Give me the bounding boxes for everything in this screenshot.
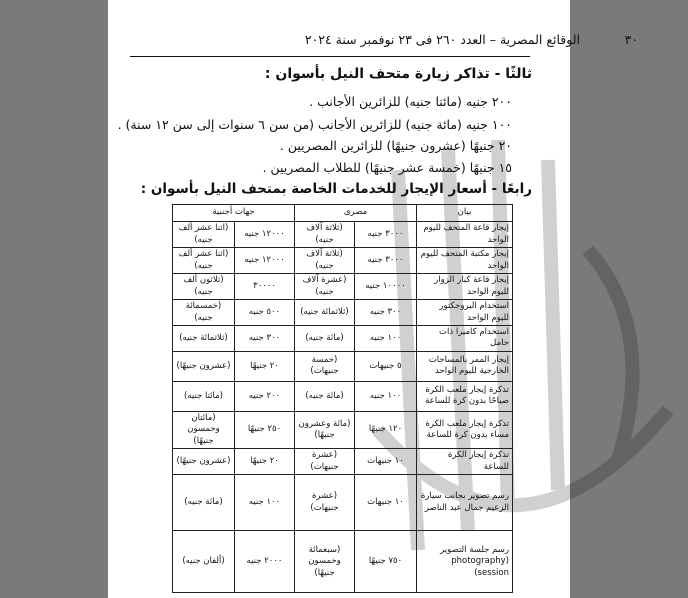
- table-row: [173, 411, 513, 448]
- foreign-price-words: (ثلاثون ألف جنيه): [173, 274, 235, 300]
- ticket-item: ١٠٠ جنيه (مائة جنيه) للزائرين الأجانب (من سن ٦ سنوات إلى سن ١٢ سنة) .: [117, 117, 512, 132]
- foreign-price: ٢٠ جنيهًا: [235, 449, 295, 475]
- row-description: تذكرة إيجار ملعب الكرة صباحًا بدون كرة للساعة: [417, 381, 513, 411]
- section4-heading: رابعًا - أسعار الإيجار للخدمات الخاصة بمتحف النيل بأسوان :: [140, 181, 532, 197]
- foreign-price: ٢٠٠٠ جنيه: [235, 531, 295, 593]
- row-description: رسم تصوير بجانب سيارة الزعيم جمال عبد الناصر: [417, 475, 513, 531]
- foreign-price-words: (عشرون جنيهًا): [173, 351, 235, 381]
- egyptian-price-words: (ثلاثة آلاف جنيه): [295, 222, 355, 248]
- foreign-price-words: (خمسمائة جنيه): [173, 300, 235, 326]
- table-row: [173, 381, 513, 411]
- page-header: [238, 32, 638, 54]
- egyptian-price: ١٢٠ جنيهًا: [355, 411, 417, 448]
- column-header-description: بيان: [417, 205, 513, 222]
- table-row: [173, 326, 513, 352]
- foreign-price: ٣٠٠ جنيه: [235, 326, 295, 352]
- row-description: استخدام كاميرا ذات حامل: [417, 326, 513, 352]
- row-description: استخدام البروجكتور لليوم الواحد: [417, 300, 513, 326]
- egyptian-price-words: (مائة وعشرون جنيهًا): [295, 411, 355, 448]
- table-row: [173, 300, 513, 326]
- egyptian-price: ١٠ جنيهات: [355, 449, 417, 475]
- row-description: إيجار قاعة كبار الزوار لليوم الواحد: [417, 274, 513, 300]
- egyptian-price-words: (ثلاثمائة جنيه): [295, 300, 355, 326]
- row-description: إيجار الممر بالمساحات الخارجية لليوم الواحد: [417, 351, 513, 381]
- foreign-price: ١٠٠ جنيه: [235, 475, 295, 531]
- foreign-price: ٥٠٠ جنيه: [235, 300, 295, 326]
- gazette-title: الوقائع المصرية – العدد ٢٦٠ فى ٢٣ نوفمبر سنة ٢٠٢٤: [304, 32, 580, 47]
- row-description: إيجار مكتبة المتحف لليوم الواحد: [417, 248, 513, 274]
- egyptian-price: ١٠٠٠٠ جنيه: [355, 274, 417, 300]
- table-row: [173, 475, 513, 531]
- page-number: ٣٠: [624, 32, 638, 47]
- foreign-price: ٢٠٠ جنيه: [235, 381, 295, 411]
- header-divider: [130, 56, 530, 57]
- table-header-row: [173, 205, 513, 222]
- foreign-price-words: (مائتا جنيه): [173, 381, 235, 411]
- row-description: تذكرة إيجار ملعب الكرة مساء بدون كرة للساعة: [417, 411, 513, 448]
- ticket-item: ٢٠٠ جنيه (مائتا جنيه) للزائرين الأجانب .: [309, 94, 512, 109]
- row-description: إيجار قاعة المتحف لليوم الواحد: [417, 222, 513, 248]
- table-row: [173, 449, 513, 475]
- ticket-item: ١٥ جنيهًا (خمسة عشر جنيهًا) للطلاب المصريين .: [262, 160, 512, 175]
- egyptian-price-words: (خمسة جنيهات): [295, 351, 355, 381]
- egyptian-price: ٧٥٠ جنيهًا: [355, 531, 417, 593]
- table-row: [173, 222, 513, 248]
- table-row: [173, 351, 513, 381]
- table-row: [173, 531, 513, 593]
- foreign-price-words: (مائتان وخمسون جنيهًا): [173, 411, 235, 448]
- foreign-price: ٢٥٠ جنيهًا: [235, 411, 295, 448]
- column-header-foreign: جهات أجنبية: [173, 205, 295, 222]
- egyptian-price: ١٠ جنيهات: [355, 475, 417, 531]
- egyptian-price: ٣٠٠٠ جنيه: [355, 222, 417, 248]
- foreign-price-words: (ألفان جنيه): [173, 531, 235, 593]
- foreign-price-words: (اثنا عشر ألف جنيه): [173, 222, 235, 248]
- egyptian-price-words: (ثلاثة آلاف جنيه): [295, 248, 355, 274]
- foreign-price-words: (ثلاثمائة جنيه): [173, 326, 235, 352]
- rental-fees-table: [172, 204, 513, 593]
- row-description: رسم جلسة التصوير (photography session): [417, 531, 513, 593]
- egyptian-price-words: (عشرة جنيهات): [295, 475, 355, 531]
- foreign-price-words: (اثنا عشر ألف جنيه): [173, 248, 235, 274]
- egyptian-price: ٣٠٠ جنيه: [355, 300, 417, 326]
- egyptian-price-words: (عشرة جنيهات): [295, 449, 355, 475]
- foreign-price: ٢٠ جنيهًا: [235, 351, 295, 381]
- egyptian-price: ١٠٠ جنيه: [355, 381, 417, 411]
- egyptian-price: ٣٠٠٠ جنيه: [355, 248, 417, 274]
- egyptian-price: ١٠٠ جنيه: [355, 326, 417, 352]
- section3-heading: ثالثًا - تذاكر زيارة متحف النيل بأسوان :: [264, 66, 532, 82]
- foreign-price: ٣٠٠٠٠: [235, 274, 295, 300]
- foreign-price: ١٢٠٠٠ جنيه: [235, 248, 295, 274]
- egyptian-price-words: (سبعمائة وخمسون جنيهًا): [295, 531, 355, 593]
- row-description: تذكرة إيجار الكرة للساعة: [417, 449, 513, 475]
- column-header-egyptian: مصرى: [295, 205, 417, 222]
- egyptian-price-words: (مائة جنيه): [295, 381, 355, 411]
- egyptian-price-words: (عشرة آلاف جنيه): [295, 274, 355, 300]
- table-row: [173, 274, 513, 300]
- foreign-price: ١٢٠٠٠ جنيه: [235, 222, 295, 248]
- egyptian-price: ٥ جنيهات: [355, 351, 417, 381]
- foreign-price-words: (عشرون جنيهًا): [173, 449, 235, 475]
- table-row: [173, 248, 513, 274]
- egyptian-price-words: (مائة جنيه): [295, 326, 355, 352]
- foreign-price-words: (مائة جنيه): [173, 475, 235, 531]
- ticket-item: ٢٠ جنيهًا (عشرون جنيهًا) للزائرين المصريين .: [279, 138, 512, 153]
